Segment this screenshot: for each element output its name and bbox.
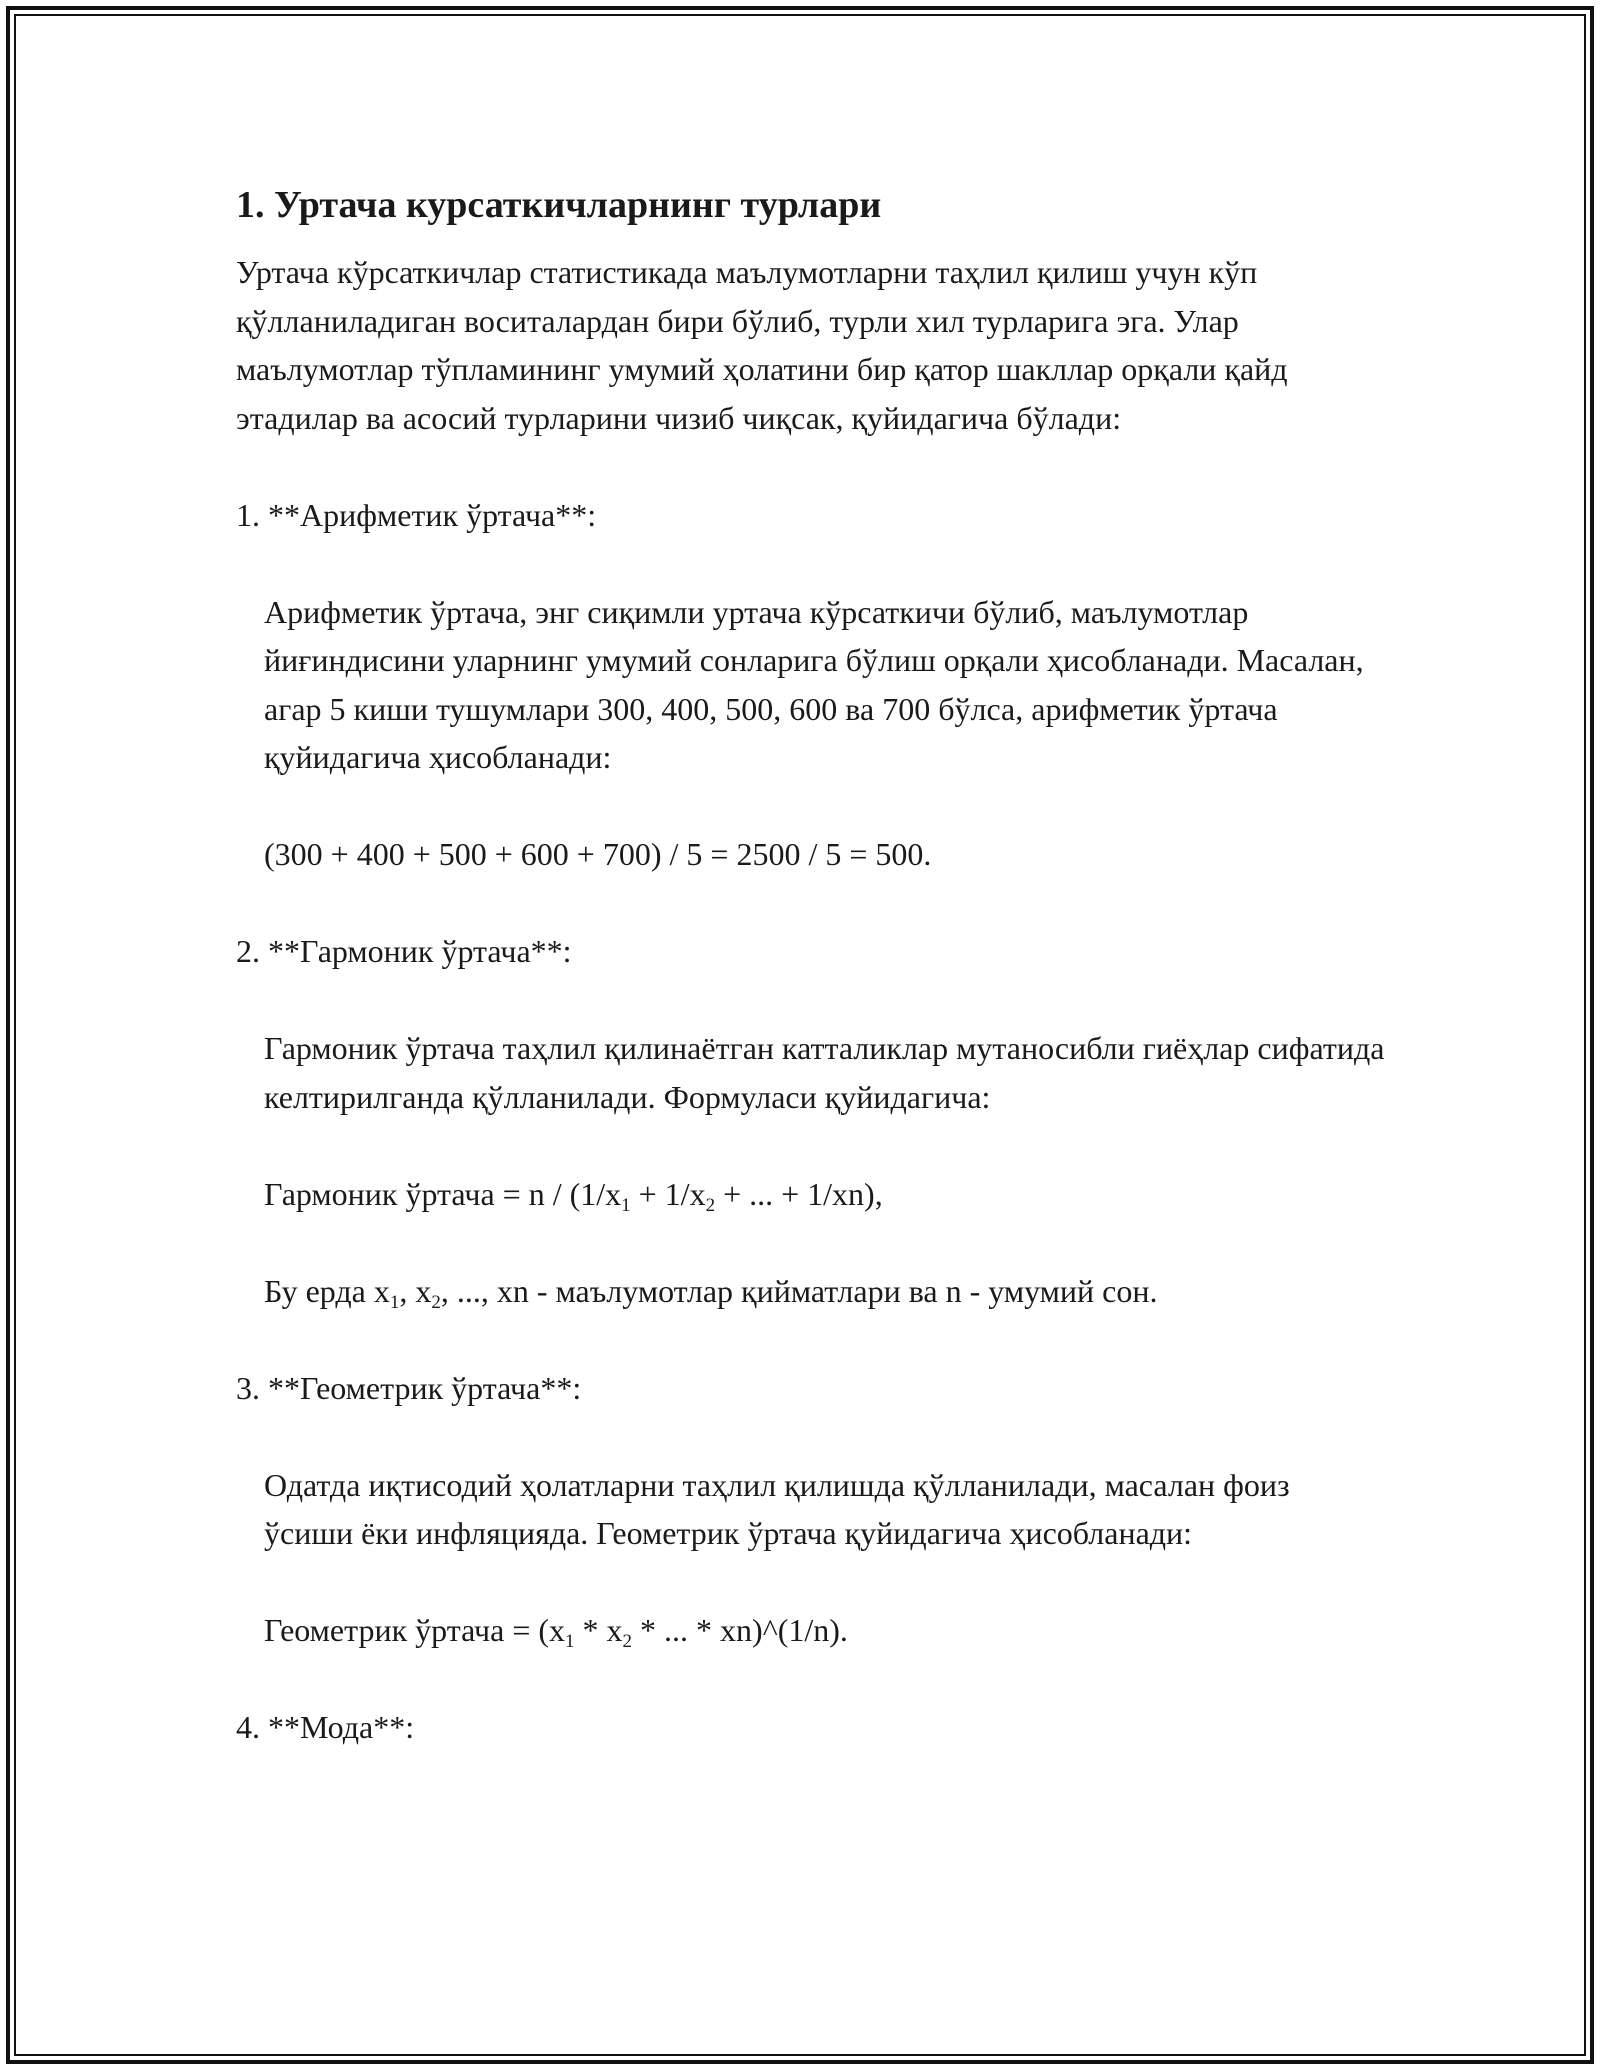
item-text-harmonic: Гармоник ўртача таҳлил қилинаётган катталиклар мутаносибли гиёҳлар сифатида келтирилганда қўлланилади. Формуласи қуйидагича:: [264, 1030, 1385, 1115]
formula-geometric: Геометрик ўртача = ($x_1 * x_2$ * ... * xn)^(1/n).: [264, 1612, 848, 1652]
item-title-arithmetic: 1. **Арифметик ўртача**:: [236, 496, 597, 533]
item-title-geometric: 3. **Геометрик ўртача**:: [236, 1369, 582, 1406]
formula-harmonic: Гармоник ўртача = $n / (1/x_1 + 1/x_2$ + ... + 1/xn),: [264, 1175, 883, 1216]
intro-paragraph: Уртача кўрсаткичлар статистикада маълумотларни таҳлил қилиш учун кўп қўлланиладиган воситалардан бири бўлиб, турли хил турларига эга. Улар маълумотлар тўпламининг умумий ҳолатини бир қатор шакллар орқали қайд этадилар ва асосий турларини чизиб чиқсак, қуйидагича бўлади:: [236, 254, 1288, 436]
section-heading: 1. Уртача курсаткичларнинг турлари: [236, 184, 882, 226]
note-harmonic: Бу ерда $x_1$, $x_2$, ..., xn - маълумотлар қийматлари ва n - умумий сон.: [264, 1272, 1158, 1313]
formula-arithmetic: (300 + 400 + 500 + 600 + 700) / 5 = 2500 / 5 = 500.: [264, 836, 932, 872]
item-title-mode: 4. **Мода**:: [236, 1709, 415, 1745]
item-title-harmonic: 2. **Гармоник ўртача**:: [236, 933, 572, 969]
item-text-geometric: Одатда иқтисодий ҳолатларни таҳлил қилишда қўлланилади, масалан фоиз ўсиши ёки инфляцияда. Геометрик ўртача қуйидагича ҳисобланади:: [264, 1466, 1290, 1551]
item-text-arithmetic: Арифметик ўртача, энг сиқимли уртача кўрсаткичи бўлиб, маълумотлар йиғиндисини уларнинг умумий сонларига бўлиш орқали ҳисобланади. Масалан, агар 5 киши тушумлари 300, 400, 500, 600 ва 700 бўлса, арифметик ўртача қуйидагича ҳисобланади:: [264, 593, 1364, 775]
document-body: [236, 180, 1386, 1752]
